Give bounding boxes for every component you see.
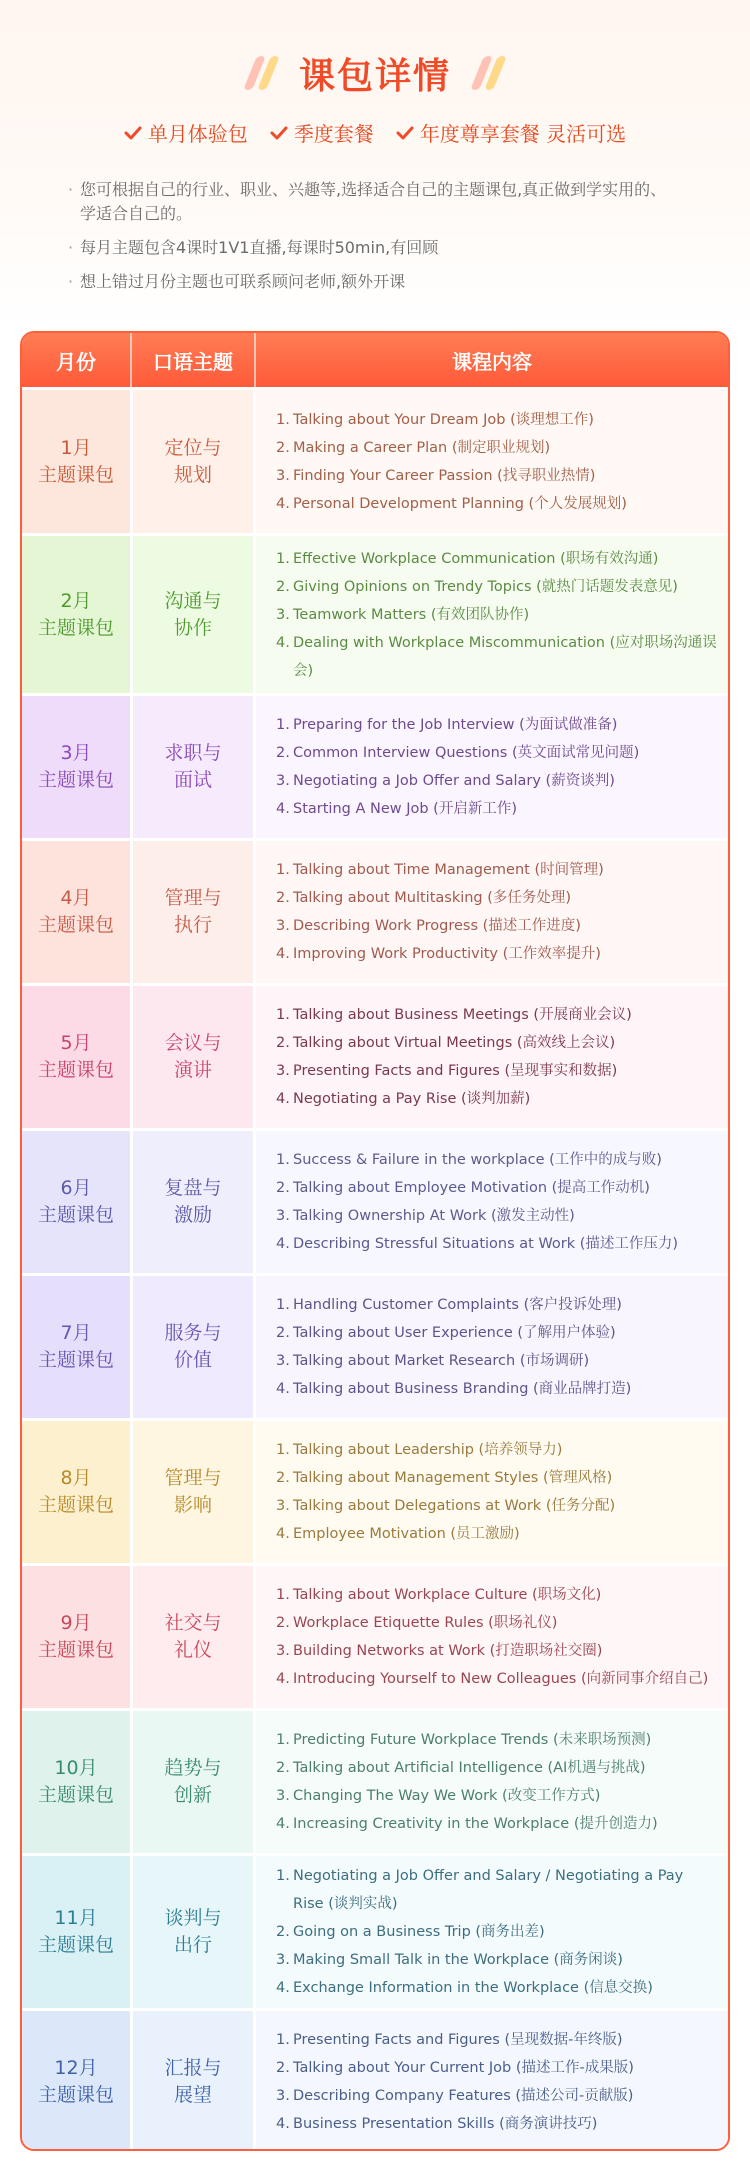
header-content: 课程内容 — [452, 349, 532, 374]
topic-cell — [130, 1566, 256, 1708]
month-label: 6月 — [60, 1177, 92, 1199]
lesson-title: Teamwork Matters (有效团队协作) — [293, 606, 530, 623]
lesson-item — [276, 490, 718, 518]
lesson-item — [276, 462, 718, 490]
lesson-title: Talking about Delegations at Work (任务分配) — [293, 1498, 616, 1514]
bullet-icon: · — [68, 238, 74, 257]
lesson-title: Predicting Future Workplace Trends (未来职场预测) — [293, 1732, 652, 1748]
pack-label: 主题课包 — [37, 1059, 114, 1081]
lesson-title: Talking about Market Research (市场调研) — [293, 1353, 590, 1369]
lesson-number: 4. — [276, 1526, 290, 1542]
lesson-number: 1. — [276, 1007, 290, 1023]
lesson-title: Preparing for the Job Interview (为面试做准备) — [293, 717, 618, 733]
lesson-item — [276, 1974, 718, 2002]
table-row — [22, 1418, 728, 1563]
pack-label: 主题课包 — [37, 1494, 114, 1516]
lesson-number: 4. — [276, 2116, 290, 2132]
lesson-number: 4. — [276, 495, 290, 512]
topic-label-line2: 价值 — [173, 1349, 212, 1371]
lesson-number: 2. — [276, 1760, 290, 1776]
lesson-number: 4. — [276, 946, 290, 962]
month-cell — [22, 390, 130, 533]
lesson-title: Introducing Yourself to New Colleagues (向新同事介绍自己) — [293, 1671, 709, 1687]
lesson-title: Finding Your Career Passion (找寻职业热情) — [293, 467, 596, 484]
content-cell — [256, 390, 728, 533]
lesson-title: Going on a Business Trip (商务出差) — [293, 1924, 545, 1940]
topic-label-line1: 管理与 — [164, 1467, 222, 1489]
lesson-title: Common Interview Questions (英文面试常见问题) — [293, 745, 640, 761]
topic-label-line1: 复盘与 — [164, 1177, 222, 1199]
topic-cell — [130, 536, 256, 693]
month-cell — [22, 1131, 130, 1273]
lesson-number: 2. — [276, 1924, 290, 1940]
lesson-number: 2. — [276, 1035, 290, 1051]
lesson-item — [276, 856, 718, 884]
lesson-title: Talking about Workplace Culture (职场文化) — [293, 1587, 602, 1603]
lesson-number: 1. — [276, 1297, 290, 1313]
notes-list — [68, 178, 678, 304]
lesson-title: Workplace Etiquette Rules (职场礼仪) — [293, 1615, 558, 1631]
table-row — [22, 983, 728, 1128]
lesson-item — [276, 1726, 718, 1754]
lesson-item — [276, 1146, 718, 1174]
lesson-item — [276, 767, 718, 795]
lesson-title: Making a Career Plan (制定职业规划) — [293, 439, 551, 456]
lesson-item — [276, 2110, 718, 2138]
month-label: 1月 — [60, 436, 92, 459]
pack-label: 主题课包 — [37, 463, 114, 486]
lesson-title: Talking about Management Styles (管理风格) — [293, 1470, 613, 1486]
content-cell — [256, 536, 728, 693]
lesson-item — [276, 406, 718, 434]
lesson-number: 4. — [276, 1236, 290, 1252]
lesson-item — [276, 1946, 718, 1974]
lesson-number: 4. — [276, 1816, 290, 1832]
lesson-title: Describing Work Progress (描述工作进度) — [293, 918, 581, 934]
lesson-title: Improving Work Productivity (工作效率提升) — [293, 946, 601, 962]
lesson-number: 3. — [276, 1353, 290, 1369]
topic-cell — [130, 1131, 256, 1273]
check-icon — [396, 124, 414, 142]
lesson-item — [276, 1581, 718, 1609]
lesson-item — [276, 940, 718, 968]
lesson-item — [276, 884, 718, 912]
right-decoration — [477, 56, 500, 90]
lesson-number: 2. — [276, 745, 290, 761]
course-table — [20, 331, 730, 2151]
lesson-title: Talking about Virtual Meetings (高效线上会议) — [293, 1035, 616, 1051]
table-row — [22, 1128, 728, 1273]
table-row — [22, 387, 728, 533]
pack-label: 主题课包 — [37, 769, 114, 791]
lesson-number: 2. — [276, 578, 290, 595]
table-header — [22, 333, 728, 387]
lesson-number: 3. — [276, 467, 290, 484]
month-label: 9月 — [60, 1612, 92, 1634]
feature-label: 年度尊享套餐 灵活可选 — [419, 122, 627, 146]
lesson-item — [276, 1375, 718, 1403]
lesson-number: 3. — [276, 2088, 290, 2104]
lesson-title: Talking Ownership At Work (激发主动性) — [293, 1208, 575, 1224]
topic-label-line1: 定位与 — [164, 436, 222, 459]
lesson-number: 1. — [276, 1442, 290, 1458]
month-label: 5月 — [60, 1032, 92, 1054]
topic-label-line1: 谈判与 — [164, 1907, 222, 1929]
table-row — [22, 1273, 728, 1418]
lesson-title: Business Presentation Skills (商务演讲技巧) — [293, 2116, 598, 2132]
lesson-number: 4. — [276, 1980, 290, 1996]
lesson-number: 1. — [276, 1868, 290, 1884]
month-label: 4月 — [60, 887, 92, 909]
month-label: 2月 — [60, 589, 92, 612]
lesson-title: Dealing with Workplace Miscommunication (应对职场沟通误会) — [293, 634, 717, 679]
header-topic: 口语主题 — [130, 333, 256, 387]
lesson-number: 1. — [276, 411, 290, 428]
bullet-icon: · — [68, 272, 74, 291]
lesson-item — [276, 1520, 718, 1548]
lesson-number: 2. — [276, 2060, 290, 2076]
lesson-item — [276, 629, 718, 685]
month-label: 10月 — [54, 1757, 98, 1779]
lesson-number: 3. — [276, 1952, 290, 1968]
lesson-item — [276, 1029, 718, 1057]
topic-cell — [130, 986, 256, 1128]
month-cell — [22, 696, 130, 838]
feature-item — [270, 118, 374, 147]
lesson-number: 3. — [276, 1063, 290, 1079]
feature-label: 单月体验包 — [147, 122, 248, 146]
lesson-number: 4. — [276, 801, 290, 817]
lesson-item — [276, 1085, 718, 1113]
lesson-number: 3. — [276, 606, 290, 623]
page-title: 课包详情 — [298, 55, 451, 97]
content-cell — [256, 1856, 728, 2008]
lesson-item — [276, 2026, 718, 2054]
topic-label-line2: 影响 — [173, 1494, 212, 1516]
lesson-title: Success & Failure in the workplace (工作中的成与败) — [293, 1152, 662, 1168]
title-row — [0, 48, 750, 98]
lesson-number: 3. — [276, 1208, 290, 1224]
table-row — [22, 693, 728, 838]
month-cell — [22, 1566, 130, 1708]
lesson-item — [276, 1492, 718, 1520]
lesson-number: 4. — [276, 634, 290, 651]
lesson-item — [276, 1782, 718, 1810]
feature-item — [396, 118, 626, 147]
content-cell — [256, 2011, 728, 2151]
lesson-title: Changing The Way We Work (改变工作方式) — [293, 1788, 601, 1804]
lesson-number: 3. — [276, 1643, 290, 1659]
lesson-item — [276, 434, 718, 462]
topic-cell — [130, 2011, 256, 2151]
lesson-item — [276, 1810, 718, 1838]
lesson-item — [276, 1754, 718, 1782]
lesson-number: 2. — [276, 1180, 290, 1196]
topic-cell — [130, 1711, 256, 1853]
topic-label-line2: 创新 — [173, 1784, 212, 1806]
lesson-number: 1. — [276, 862, 290, 878]
lesson-item — [276, 1464, 718, 1492]
month-cell — [22, 2011, 130, 2151]
lesson-number: 2. — [276, 1615, 290, 1631]
month-cell — [22, 1856, 130, 2008]
feature-label: 季度套餐 — [293, 122, 374, 146]
lesson-number: 1. — [276, 717, 290, 733]
month-label: 8月 — [60, 1467, 92, 1489]
lesson-title: Employee Motivation (员工激励) — [293, 1526, 520, 1542]
lesson-title: Negotiating a Job Offer and Salary / Negotiating a Pay Rise (谈判实战) — [293, 1868, 684, 1912]
pack-label: 主题课包 — [37, 2084, 114, 2106]
month-cell — [22, 1421, 130, 1563]
lesson-title: Handling Customer Complaints (客户投诉处理) — [293, 1297, 622, 1313]
topic-label-line1: 服务与 — [164, 1322, 222, 1344]
month-label: 3月 — [60, 742, 92, 764]
month-label: 12月 — [54, 2057, 98, 2079]
lesson-number: 3. — [276, 1498, 290, 1514]
topic-cell — [130, 1856, 256, 2008]
lesson-number: 2. — [276, 1470, 290, 1486]
lesson-item — [276, 1001, 718, 1029]
lesson-item — [276, 912, 718, 940]
lesson-title: Starting A New Job (开启新工作) — [293, 801, 517, 817]
lesson-item — [276, 1291, 718, 1319]
lesson-item — [276, 1637, 718, 1665]
lesson-title: Presenting Facts and Figures (呈现数据-年终版) — [293, 2032, 623, 2048]
lesson-item — [276, 1057, 718, 1085]
month-cell — [22, 841, 130, 983]
table-row — [22, 533, 728, 693]
bullet-icon: · — [68, 180, 74, 199]
lesson-number: 4. — [276, 1091, 290, 1107]
lesson-item — [276, 1347, 718, 1375]
lesson-title: Talking about Your Current Job (描述工作-成果版) — [293, 2060, 634, 2076]
lesson-title: Building Networks at Work (打造职场社交圈) — [293, 1643, 603, 1659]
lesson-number: 2. — [276, 890, 290, 906]
topic-label-line2: 出行 — [173, 1934, 212, 1956]
pack-label: 主题课包 — [37, 1934, 114, 1956]
content-cell — [256, 986, 728, 1128]
topic-cell — [130, 1276, 256, 1418]
pack-label: 主题课包 — [37, 914, 114, 936]
content-cell — [256, 1566, 728, 1708]
lesson-item — [276, 739, 718, 767]
month-label: 7月 — [60, 1322, 92, 1344]
topic-label-line2: 规划 — [173, 463, 212, 486]
note-item — [68, 236, 678, 260]
lesson-title: Talking about Artificial Intelligence (AI机遇与挑战) — [293, 1760, 646, 1776]
feature-list — [0, 118, 750, 147]
topic-cell — [130, 390, 256, 533]
lesson-title: Presenting Facts and Figures (呈现事实和数据) — [293, 1063, 618, 1079]
lesson-item — [276, 1862, 718, 1918]
lesson-title: Talking about Time Management (时间管理) — [293, 862, 604, 878]
topic-label-line1: 会议与 — [164, 1032, 222, 1054]
topic-label-line2: 激励 — [173, 1204, 212, 1226]
table-row — [22, 2008, 728, 2151]
lesson-item — [276, 711, 718, 739]
header-month: 月份 — [56, 349, 96, 374]
lesson-title: Negotiating a Pay Rise (谈判加薪) — [293, 1091, 531, 1107]
lesson-item — [276, 1174, 718, 1202]
topic-label-line2: 礼仪 — [173, 1639, 212, 1661]
content-cell — [256, 1711, 728, 1853]
lesson-title: Giving Opinions on Trendy Topics (就热门话题发表意见) — [293, 578, 678, 595]
lesson-title: Talking about Leadership (培养领导力) — [293, 1442, 563, 1458]
content-cell — [256, 1131, 728, 1273]
lesson-title: Describing Stressful Situations at Work (描述工作压力) — [293, 1236, 679, 1252]
lesson-number: 3. — [276, 918, 290, 934]
lesson-item — [276, 795, 718, 823]
topic-label-line2: 展望 — [173, 2084, 212, 2106]
content-cell — [256, 1276, 728, 1418]
lesson-title: Talking about Multitasking (多任务处理) — [293, 890, 572, 906]
lesson-item — [276, 1319, 718, 1347]
topic-label-line1: 沟通与 — [164, 589, 222, 612]
lesson-item — [276, 1202, 718, 1230]
note-item — [68, 178, 678, 226]
topic-label-line2: 执行 — [173, 914, 212, 936]
lesson-number: 1. — [276, 1587, 290, 1603]
lesson-item — [276, 2082, 718, 2110]
lesson-number: 1. — [276, 2032, 290, 2048]
topic-label-line2: 演讲 — [173, 1059, 212, 1081]
topic-cell — [130, 696, 256, 838]
lesson-title: Talking about Employee Motivation (提高工作动机) — [293, 1180, 650, 1196]
lesson-item — [276, 545, 718, 573]
topic-cell — [130, 1421, 256, 1563]
topic-label-line1: 求职与 — [164, 742, 222, 764]
table-row — [22, 1853, 728, 2008]
lesson-number: 4. — [276, 1671, 290, 1687]
lesson-item — [276, 2054, 718, 2082]
topic-cell — [130, 841, 256, 983]
note-item — [68, 270, 678, 294]
lesson-item — [276, 601, 718, 629]
topic-label-line1: 管理与 — [164, 887, 222, 909]
lesson-number: 1. — [276, 1732, 290, 1748]
table-body — [22, 387, 728, 2151]
lesson-title: Increasing Creativity in the Workplace (提升创造力) — [293, 1816, 658, 1832]
note-text: 想上错过月份主题也可联系顾问老师,额外开课 — [80, 272, 406, 291]
topic-label-line1: 趋势与 — [164, 1757, 222, 1779]
lesson-number: 1. — [276, 1152, 290, 1168]
lesson-title: Negotiating a Job Offer and Salary (薪资谈判) — [293, 773, 615, 789]
feature-item — [124, 118, 248, 147]
lesson-title: Talking about Your Dream Job (谈理想工作) — [293, 411, 594, 428]
check-icon — [270, 124, 288, 142]
lesson-title: Talking about Business Meetings (开展商业会议) — [293, 1007, 632, 1023]
lesson-item — [276, 1665, 718, 1693]
table-row — [22, 1563, 728, 1708]
topic-label-line1: 汇报与 — [164, 2057, 222, 2079]
content-cell — [256, 1421, 728, 1563]
note-text: 您可根据自己的行业、职业、兴趣等,选择适合自己的主题课包,真正做到学实用的、学适合自己的。 — [80, 180, 667, 223]
lesson-item — [276, 1918, 718, 1946]
content-cell — [256, 841, 728, 983]
lesson-number: 2. — [276, 439, 290, 456]
pack-label: 主题课包 — [37, 1784, 114, 1806]
lesson-number: 1. — [276, 550, 290, 567]
lesson-item — [276, 573, 718, 601]
lesson-number: 3. — [276, 1788, 290, 1804]
lesson-item — [276, 1436, 718, 1464]
topic-label-line1: 社交与 — [164, 1612, 222, 1634]
lesson-title: Exchange Information in the Workplace (信息交换) — [293, 1980, 653, 1996]
topic-label-line2: 协作 — [173, 616, 212, 639]
check-icon — [124, 124, 142, 142]
lesson-title: Describing Company Features (描述公司-贡献版) — [293, 2088, 634, 2104]
pack-label: 主题课包 — [37, 616, 114, 639]
table-row — [22, 1708, 728, 1853]
lesson-item — [276, 1609, 718, 1637]
note-text: 每月主题包含4课时1V1直播,每课时50min,有回顾 — [80, 238, 439, 257]
lesson-title: Effective Workplace Communication (职场有效沟通) — [293, 550, 659, 567]
pack-label: 主题课包 — [37, 1204, 114, 1226]
content-cell — [256, 696, 728, 838]
left-decoration — [250, 56, 273, 90]
topic-label-line2: 面试 — [173, 769, 212, 791]
month-cell — [22, 1276, 130, 1418]
month-label: 11月 — [54, 1907, 98, 1929]
table-row — [22, 838, 728, 983]
lesson-number: 2. — [276, 1325, 290, 1341]
lesson-item — [276, 1230, 718, 1258]
month-cell — [22, 986, 130, 1128]
lesson-title: Talking about Business Branding (商业品牌打造) — [293, 1381, 632, 1397]
pack-label: 主题课包 — [37, 1349, 114, 1371]
month-cell — [22, 1711, 130, 1853]
lesson-title: Making Small Talk in the Workplace (商务闲谈) — [293, 1952, 623, 1968]
lesson-title: Talking about User Experience (了解用户体验) — [293, 1325, 616, 1341]
lesson-title: Personal Development Planning (个人发展规划) — [293, 495, 627, 512]
lesson-number: 3. — [276, 773, 290, 789]
pack-label: 主题课包 — [37, 1639, 114, 1661]
month-cell — [22, 536, 130, 693]
lesson-number: 4. — [276, 1381, 290, 1397]
